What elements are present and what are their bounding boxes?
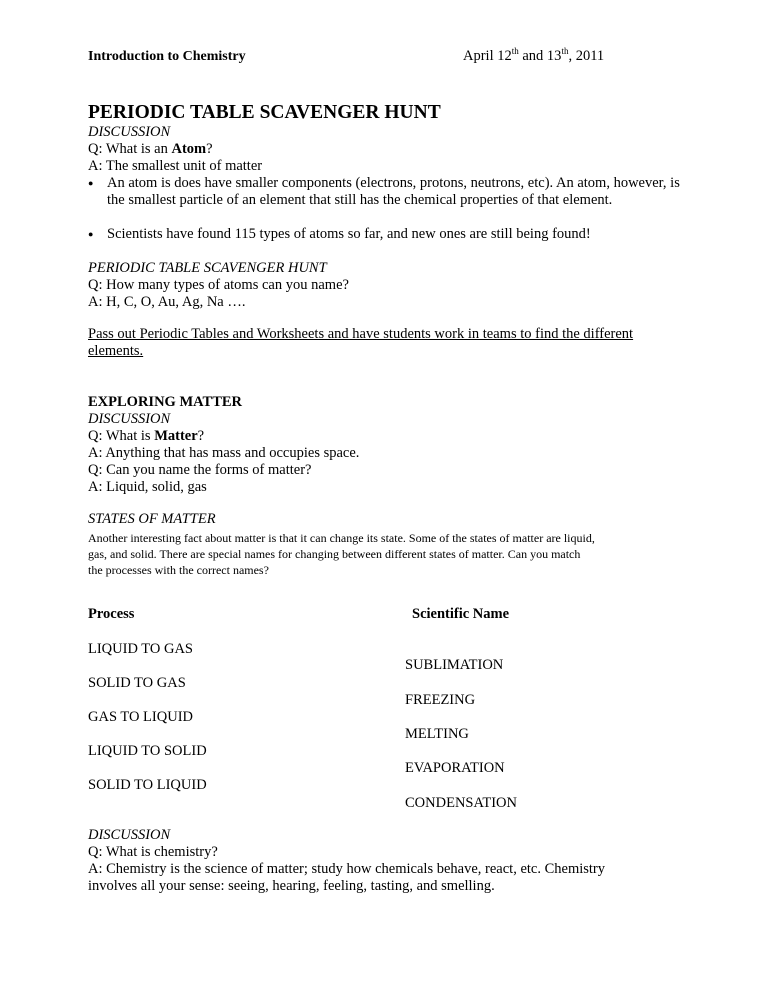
bullet-icon: ● — [88, 229, 94, 239]
section-title-exploring-matter: EXPLORING MATTER — [88, 394, 243, 410]
process-item: LIQUID TO GAS — [88, 641, 193, 657]
process-item: SOLID TO LIQUID — [88, 777, 207, 793]
column-header-scientific-name: Scientific Name — [412, 606, 510, 622]
answer-name-atoms: A: H, C, O, Au, Ag, Na …. — [88, 294, 246, 310]
scientific-name-item: MELTING — [405, 726, 469, 742]
answer-chemistry: A: Chemistry is the science of matter; study how chemicals behave, react, etc. Chemistry involves all your sense: seeing, hearing, feeling, tasting, and smelling. — [88, 861, 606, 894]
bullet-text-atom-types: Scientists have found 115 types of atoms so far, and new ones are still being found! — [107, 226, 591, 242]
states-paragraph: Another interesting fact about matter is that it can change its state. Some of the states of matter are liquid, gas, and solid. There are special names for changing between different states of matter. Can you match the processes with the correct names? — [88, 531, 595, 577]
question-atom: Q: What is an Atom? — [88, 141, 213, 157]
question-chemistry: Q: What is chemistry? — [88, 844, 218, 860]
subheading-states-of-matter: STATES OF MATTER — [88, 511, 216, 527]
bullet-text-atom-components: An atom is does have smaller components (electrons, protons, neutrons, etc). An atom, however, is the smallest particle of an element that still has the chemical properties of that element. — [107, 175, 680, 208]
instruction-pass-out: Pass out Periodic Tables and Worksheets and have students work in teams to find the different elements. — [88, 326, 634, 359]
answer-matter: A: Anything that has mass and occupies space. — [88, 445, 360, 461]
discussion-heading: DISCUSSION — [88, 411, 171, 427]
scientific-name-item: SUBLIMATION — [405, 657, 504, 673]
column-header-process: Process — [88, 606, 135, 622]
scientific-name-item: CONDENSATION — [405, 795, 517, 811]
answer-forms-of-matter: A: Liquid, solid, gas — [88, 479, 207, 495]
process-item: SOLID TO GAS — [88, 675, 186, 691]
scientific-name-item: EVAPORATION — [405, 760, 505, 776]
subheading-scavenger-hunt: PERIODIC TABLE SCAVENGER HUNT — [88, 260, 327, 276]
header-date: April 12th and 13th, 2011 — [463, 46, 605, 64]
process-item: LIQUID TO SOLID — [88, 743, 207, 759]
question-name-atoms: Q: How many types of atoms can you name? — [88, 277, 349, 293]
scientific-name-item: FREEZING — [405, 692, 476, 708]
answer-atom: A: The smallest unit of matter — [88, 158, 263, 174]
bullet-icon: ● — [88, 178, 94, 188]
section-title-periodic-table: PERIODIC TABLE SCAVENGER HUNT — [88, 102, 441, 123]
question-matter: Q: What is Matter? — [88, 428, 205, 444]
header-course-title: Introduction to Chemistry — [88, 49, 246, 64]
question-forms-of-matter: Q: Can you name the forms of matter? — [88, 462, 312, 478]
discussion-heading: DISCUSSION — [88, 124, 171, 140]
process-item: GAS TO LIQUID — [88, 709, 193, 725]
discussion-heading: DISCUSSION — [88, 827, 171, 843]
